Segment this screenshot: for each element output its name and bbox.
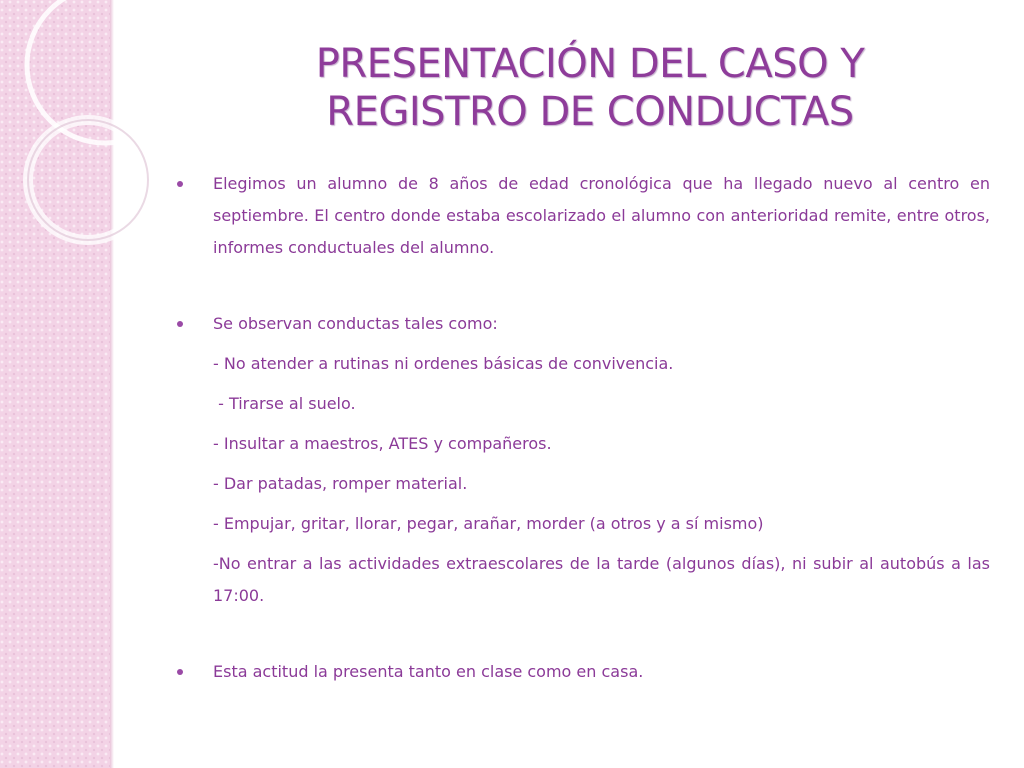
slide-body (168, 168, 990, 688)
bullet-item-1 (168, 168, 990, 264)
conduct-item: - No atender a rutinas ni ordenes básicas de convivencia. (213, 354, 674, 373)
bullet-dot-icon (177, 181, 183, 187)
bullet-text-3: Esta actitud la presenta tanto en clase como en casa. (213, 662, 644, 681)
conduct-item: - Tirarse al suelo. (213, 394, 356, 413)
bullet-text-1: Elegimos un alumno de 8 años de edad cronológica que ha llegado nuevo al centro en septiembre. El centro donde estaba escolarizado el alumno con anterioridad remite, entre otros, informes conductuales del alumno. (213, 174, 990, 257)
title-line-2: REGISTRO DE CONDUCTAS (326, 89, 854, 135)
decorative-rings (0, 0, 160, 300)
bullet-item-3 (168, 656, 990, 688)
bullet-dot-icon (177, 321, 183, 327)
title-line-1: PRESENTACIÓN DEL CASO Y (315, 41, 865, 87)
slide-title (160, 40, 1020, 136)
conduct-item: - Empujar, gritar, llorar, pegar, arañar, morder (a otros y a sí mismo) (213, 514, 764, 533)
conduct-item: -No entrar a las actividades extraescolares de la tarde (algunos días), ni subir al autobús a las 17:00. (213, 554, 990, 605)
bullet-item-2 (168, 308, 990, 340)
conduct-item: - Insultar a maestros, ATES y compañeros. (213, 434, 552, 453)
bullet-text-2: Se observan conductas tales como: (213, 314, 498, 333)
bullet-dot-icon (177, 669, 183, 675)
conduct-item: - Dar patadas, romper material. (213, 474, 468, 493)
